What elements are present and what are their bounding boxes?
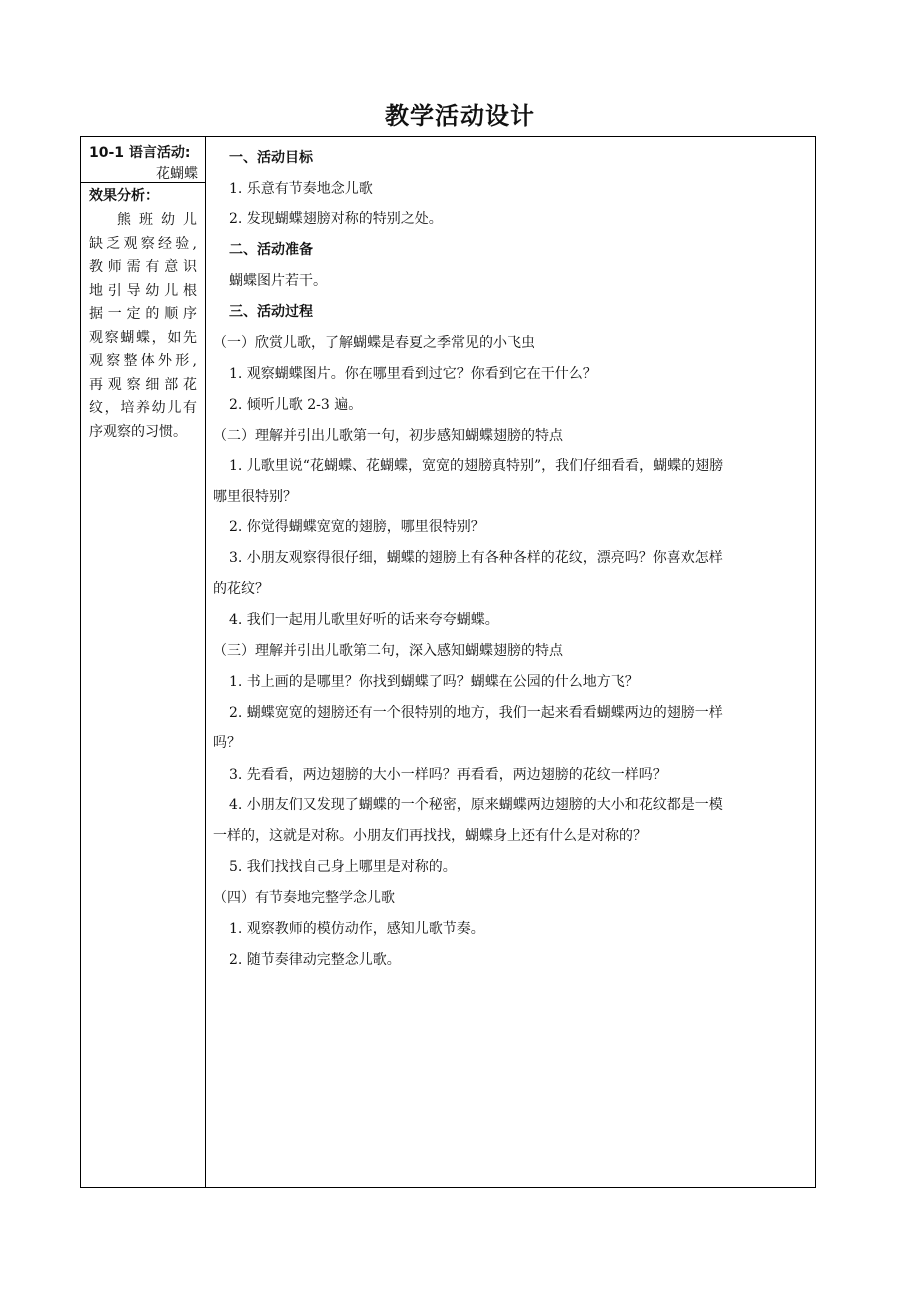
content-line: 3. 先看看，两边翅膀的大小一样吗？再看看，两边翅膀的花纹一样吗？	[229, 767, 667, 783]
page-title: 教学活动设计	[385, 102, 535, 130]
content-line: 1. 儿歌里说“花蝴蝶、花蝴蝶，宽宽的翅膀真特别”，我们仔细看看，蝴蝶的翅膀	[229, 458, 724, 474]
activity-code: 10-1 语言活动:	[89, 145, 191, 161]
content-line: 2. 你觉得蝴蝶宽宽的翅膀，哪里很特别？	[229, 519, 485, 535]
subsection-title: （四）有节奏地完整学念儿歌	[213, 890, 395, 906]
column-divider	[205, 137, 206, 1187]
content-line: 2. 蝴蝶宽宽的翅膀还有一个很特别的地方，我们一起来看看蝴蝶两边的翅膀一样	[229, 705, 723, 721]
subsection-title: （二）理解并引出儿歌第一句，初步感知蝴蝶翅膀的特点	[213, 428, 563, 444]
subsection-title: （一）欣赏儿歌，了解蝴蝶是春夏之季常见的小飞虫	[213, 335, 535, 351]
analysis-line: 据一定的顺序	[89, 306, 197, 322]
subsection-title: （三）理解并引出儿歌第二句，深入感知蝴蝶翅膀的特点	[213, 643, 563, 659]
analysis-line: 地引导幼儿根	[89, 282, 197, 299]
content-line: 2. 发现蝴蝶翅膀对称的特别之处。	[229, 211, 443, 227]
section-heading: 一、活动目标	[229, 150, 313, 166]
section-heading: 二、活动准备	[229, 242, 313, 258]
section-heading: 三、活动过程	[229, 304, 313, 320]
content-line: 吗？	[213, 735, 241, 751]
content-line: 哪里很特别？	[213, 489, 297, 505]
lesson-plan-table	[80, 136, 816, 1188]
analysis-text	[89, 209, 197, 444]
analysis-line: 观察蝴蝶，如先	[89, 329, 197, 346]
activity-name: 花蝴蝶	[156, 166, 198, 182]
analysis-line: 熊班幼儿	[117, 212, 197, 228]
analysis-line: 序观察的习惯。	[89, 423, 187, 440]
content-line: 蝴蝶图片若干。	[229, 273, 327, 289]
analysis-line: 缺乏观察经验,	[89, 235, 197, 252]
analysis-line: 教师需有意识	[89, 259, 197, 275]
content-line: 3. 小朋友观察得很仔细，蝴蝶的翅膀上有各种各样的花纹，漂亮吗？你喜欢怎样	[229, 550, 723, 566]
activity-name-cell	[81, 137, 205, 183]
content-line: 5. 我们找找自己身上哪里是对称的。	[229, 859, 457, 875]
analysis-heading: 效果分析：	[89, 188, 159, 204]
content-line: 1. 观察教师的模仿动作，感知儿歌节奏。	[229, 921, 485, 937]
analysis-line: 观察整体外形,	[89, 353, 197, 369]
content-line: 4. 小朋友们又发现了蝴蝶的一个秘密，原来蝴蝶两边翅膀的大小和花纹都是一模	[229, 797, 723, 813]
content-line: 1. 乐意有节奏地念儿歌	[229, 181, 373, 197]
analysis-line: 纹，培养幼儿有	[89, 400, 197, 416]
content-line: 的花纹？	[213, 581, 269, 597]
content-line: 一样的，这就是对称。小朋友们再找找，蝴蝶身上还有什么是对称的？	[213, 828, 647, 844]
content-line: 2. 倾听儿歌 2-3 遍。	[229, 397, 363, 413]
analysis-line: 再观察细部花	[89, 376, 197, 393]
content-line: 1. 书上画的是哪里？你找到蝴蝶了吗？蝴蝶在公园的什么地方飞？	[229, 674, 639, 690]
content-line: 2. 随节奏律动完整念儿歌。	[229, 952, 401, 968]
content-line: 4. 我们一起用儿歌里好听的话来夸夸蝴蝶。	[229, 612, 499, 628]
content-line: 1. 观察蝴蝶图片。你在哪里看到过它？你看到它在干什么？	[229, 366, 597, 382]
